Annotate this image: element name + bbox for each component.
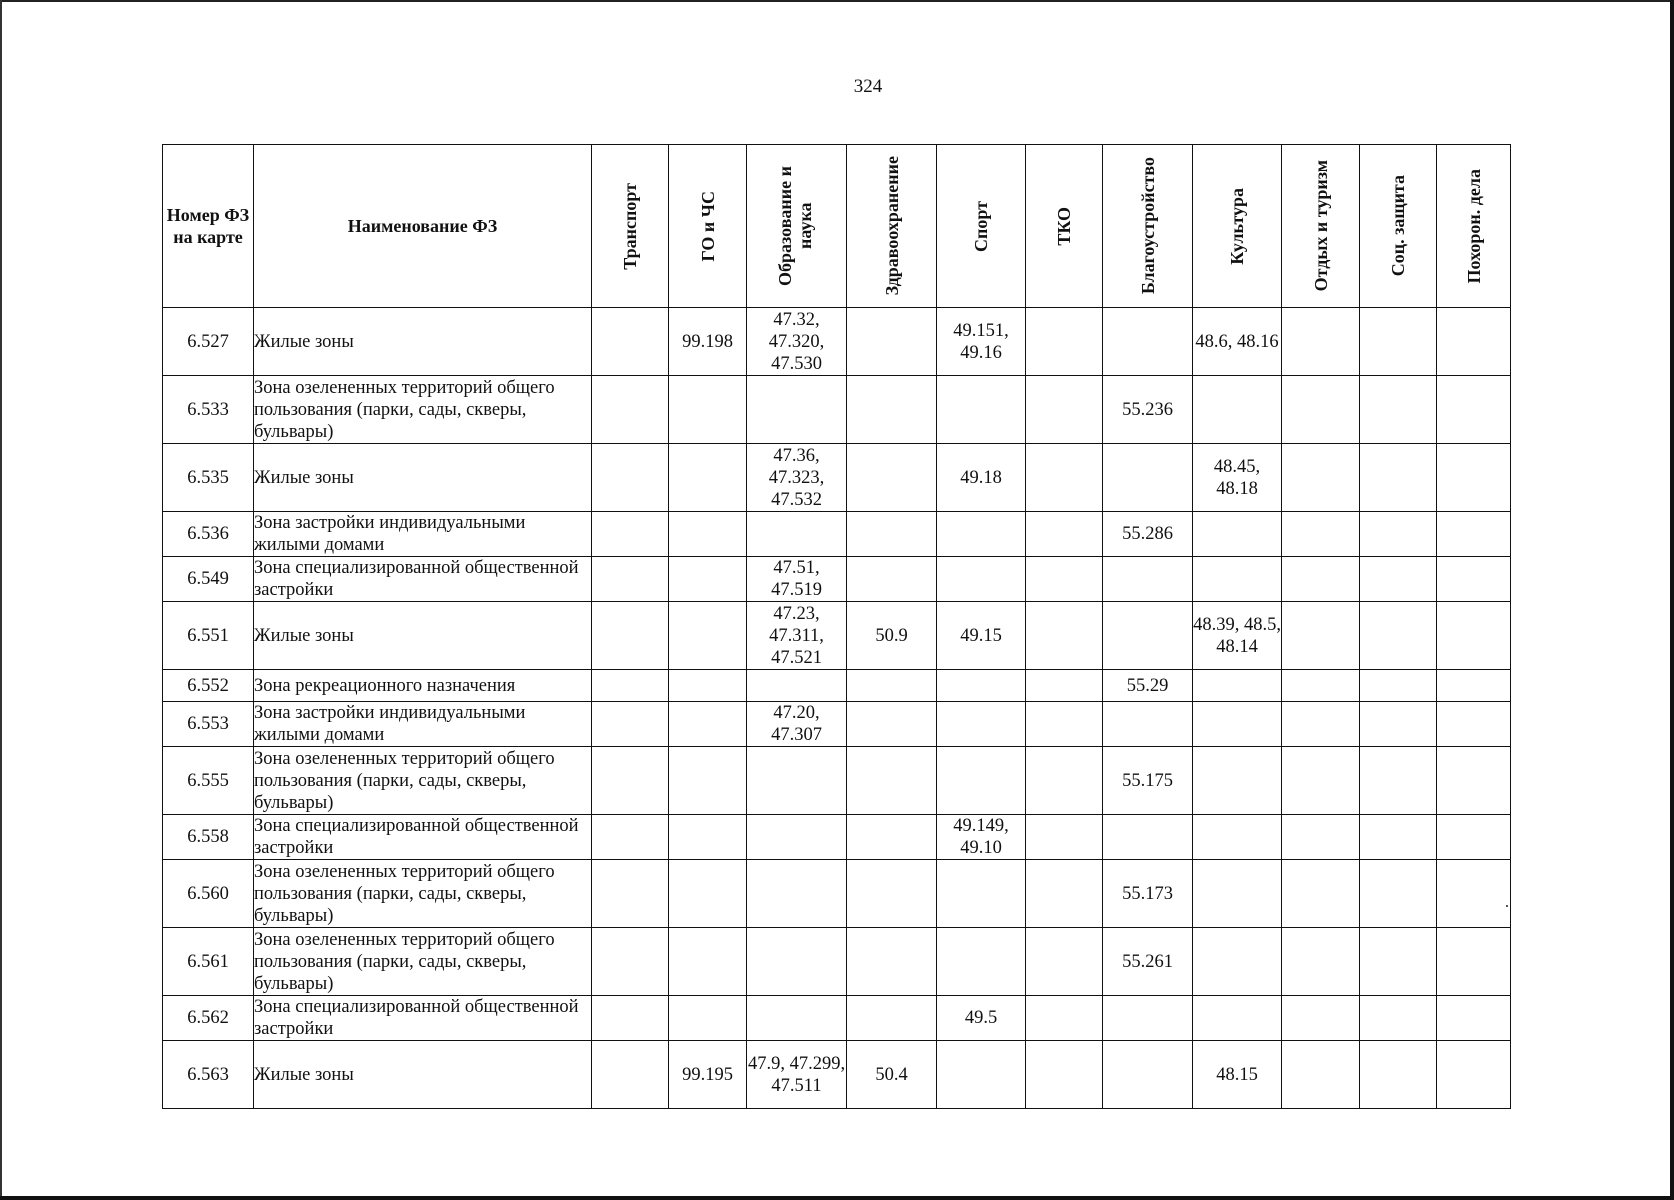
cell-category-value <box>1360 815 1437 860</box>
cell-category-value <box>1103 602 1193 670</box>
table-row <box>163 512 1511 557</box>
cell-fz-number: 6.562 <box>163 996 254 1041</box>
header-label: Здравоохранение <box>881 156 902 296</box>
header-label: Транспорт <box>620 182 640 270</box>
cell-category-value: 47.20, 47.307 <box>747 702 847 747</box>
cell-category-value <box>1360 602 1437 670</box>
cell-category-value <box>1103 1041 1193 1109</box>
cell-category-value <box>592 815 669 860</box>
cell-fz-name: Зона рекреационного назначения <box>254 670 592 702</box>
cell-category-value <box>1193 557 1282 602</box>
cell-category-value: 47.23, 47.311, 47.521 <box>747 602 847 670</box>
cell-category-value <box>1026 376 1103 444</box>
cell-fz-name: Зона специализированной общественной застройки <box>254 815 592 860</box>
cell-category-value <box>669 860 747 928</box>
cell-fz-number: 6.551 <box>163 602 254 670</box>
cell-fz-number: 6.536 <box>163 512 254 557</box>
cell-category-value <box>592 928 669 996</box>
table-row <box>163 557 1511 602</box>
cell-category-value <box>1026 308 1103 376</box>
cell-category-value <box>1437 670 1511 702</box>
header-improvement <box>1103 145 1193 308</box>
cell-fz-number: 6.552 <box>163 670 254 702</box>
table-row <box>163 1041 1511 1109</box>
cell-category-value <box>1437 376 1511 444</box>
cell-category-value <box>1282 747 1360 815</box>
cell-category-value <box>1282 308 1360 376</box>
scan-edge-bottom <box>0 1196 1674 1200</box>
cell-category-value <box>1026 928 1103 996</box>
cell-category-value <box>592 996 669 1041</box>
cell-category-value <box>847 702 937 747</box>
cell-category-value: 48.6, 48.16 <box>1193 308 1282 376</box>
header-sport <box>937 145 1026 308</box>
cell-category-value <box>669 928 747 996</box>
cell-category-value <box>592 702 669 747</box>
cell-category-value <box>1103 308 1193 376</box>
cell-fz-name: Зона озелененных территорий общего пользования (парки, сады, скверы, бульвары) <box>254 376 592 444</box>
cell-category-value <box>847 747 937 815</box>
cell-category-value <box>669 376 747 444</box>
cell-category-value <box>1026 670 1103 702</box>
table-row <box>163 928 1511 996</box>
cell-category-value: 55.29 <box>1103 670 1193 702</box>
cell-fz-number: 6.558 <box>163 815 254 860</box>
cell-category-value <box>1360 702 1437 747</box>
cell-category-value <box>1282 860 1360 928</box>
header-label: ГО и ЧС <box>697 190 718 262</box>
cell-category-value: 55.175 <box>1103 747 1193 815</box>
cell-category-value <box>669 747 747 815</box>
cell-category-value <box>592 308 669 376</box>
cell-category-value <box>1026 557 1103 602</box>
cell-category-value <box>592 747 669 815</box>
cell-category-value <box>1193 670 1282 702</box>
table-row <box>163 376 1511 444</box>
cell-category-value <box>1193 376 1282 444</box>
cell-category-value <box>592 670 669 702</box>
cell-fz-name: Жилые зоны <box>254 444 592 512</box>
cell-category-value <box>847 512 937 557</box>
cell-category-value <box>1282 670 1360 702</box>
table-row <box>163 860 1511 928</box>
cell-category-value <box>1103 557 1193 602</box>
cell-category-value: 47.9, 47.299, 47.511 <box>747 1041 847 1109</box>
cell-category-value <box>937 557 1026 602</box>
cell-fz-number: 6.535 <box>163 444 254 512</box>
cell-category-value <box>669 602 747 670</box>
cell-category-value <box>1026 512 1103 557</box>
cell-category-value: 48.39, 48.5, 48.14 <box>1193 602 1282 670</box>
header-healthcare <box>847 145 937 308</box>
cell-fz-number: 6.555 <box>163 747 254 815</box>
cell-category-value: 55.261 <box>1103 928 1193 996</box>
cell-category-value <box>669 996 747 1041</box>
cell-category-value <box>747 376 847 444</box>
cell-fz-name: Зона специализированной общественной застройки <box>254 557 592 602</box>
cell-category-value <box>669 444 747 512</box>
cell-category-value <box>1437 557 1511 602</box>
table-body <box>163 308 1511 1109</box>
cell-fz-name: Зона застройки индивидуальными жилыми домами <box>254 702 592 747</box>
cell-fz-number: 6.527 <box>163 308 254 376</box>
cell-category-value <box>1360 444 1437 512</box>
cell-category-value <box>1437 602 1511 670</box>
cell-category-value <box>847 557 937 602</box>
cell-category-value <box>937 702 1026 747</box>
cell-category-value <box>747 815 847 860</box>
scan-edge-right <box>1670 0 1674 1200</box>
cell-category-value <box>847 996 937 1041</box>
cell-category-value <box>1437 1041 1511 1109</box>
cell-category-value <box>1282 444 1360 512</box>
cell-category-value <box>1437 747 1511 815</box>
cell-fz-name: Зона озелененных территорий общего пользования (парки, сады, скверы, бульвары) <box>254 747 592 815</box>
header-label: Образование и наука <box>774 166 815 287</box>
cell-category-value <box>669 670 747 702</box>
header-name: Наименование ФЗ <box>254 145 592 308</box>
table-row <box>163 996 1511 1041</box>
cell-category-value <box>1360 670 1437 702</box>
cell-category-value <box>937 670 1026 702</box>
cell-category-value <box>1026 860 1103 928</box>
cell-category-value <box>747 747 847 815</box>
cell-category-value <box>847 444 937 512</box>
cell-fz-name: Жилые зоны <box>254 602 592 670</box>
cell-category-value <box>1193 747 1282 815</box>
cell-category-value <box>847 928 937 996</box>
scan-edge-left <box>0 0 2 1200</box>
header-social-protection <box>1360 145 1437 308</box>
cell-category-value <box>747 860 847 928</box>
cell-category-value <box>1437 444 1511 512</box>
cell-category-value <box>1026 702 1103 747</box>
cell-fz-number: 6.560 <box>163 860 254 928</box>
cell-category-value: 99.195 <box>669 1041 747 1109</box>
cell-category-value <box>747 670 847 702</box>
cell-category-value <box>669 512 747 557</box>
cell-fz-name: Жилые зоны <box>254 1041 592 1109</box>
cell-category-value <box>747 512 847 557</box>
header-label: Благоустройство <box>1137 157 1158 295</box>
cell-category-value <box>937 512 1026 557</box>
cell-category-value <box>1360 376 1437 444</box>
cell-category-value <box>669 557 747 602</box>
cell-category-value: 47.51, 47.519 <box>747 557 847 602</box>
cell-category-value <box>747 996 847 1041</box>
header-label: Спорт <box>971 200 991 252</box>
cell-category-value <box>1360 747 1437 815</box>
header-label: Похорон. дела <box>1463 168 1484 284</box>
cell-category-value <box>1360 996 1437 1041</box>
cell-category-value <box>937 860 1026 928</box>
cell-category-value <box>1026 996 1103 1041</box>
cell-category-value <box>592 444 669 512</box>
header-label: Соц. защита <box>1388 175 1408 277</box>
table-row <box>163 815 1511 860</box>
cell-category-value <box>1360 928 1437 996</box>
cell-fz-name: Зона застройки индивидуальными жилыми домами <box>254 512 592 557</box>
header-label: Культура <box>1227 187 1247 265</box>
scan-speck <box>1506 905 1508 907</box>
cell-category-value <box>937 747 1026 815</box>
cell-category-value <box>1103 815 1193 860</box>
cell-category-value <box>1193 815 1282 860</box>
cell-category-value <box>1437 860 1511 928</box>
cell-category-value <box>847 376 937 444</box>
cell-category-value <box>1193 512 1282 557</box>
cell-category-value: 55.173 <box>1103 860 1193 928</box>
cell-category-value: 50.9 <box>847 602 937 670</box>
cell-category-value <box>592 1041 669 1109</box>
header-education <box>747 145 847 308</box>
cell-category-value <box>592 376 669 444</box>
cell-category-value <box>1437 815 1511 860</box>
table-row <box>163 602 1511 670</box>
cell-category-value <box>1103 444 1193 512</box>
cell-category-value <box>1437 928 1511 996</box>
cell-category-value <box>1282 557 1360 602</box>
cell-category-value: 49.5 <box>937 996 1026 1041</box>
cell-category-value <box>747 928 847 996</box>
cell-category-value: 50.4 <box>847 1041 937 1109</box>
cell-fz-name: Зона озелененных территорий общего пользования (парки, сады, скверы, бульвары) <box>254 928 592 996</box>
cell-fz-number: 6.563 <box>163 1041 254 1109</box>
cell-fz-number: 6.549 <box>163 557 254 602</box>
cell-category-value: 49.18 <box>937 444 1026 512</box>
header-label: ТКО <box>1054 206 1074 246</box>
cell-category-value <box>1282 928 1360 996</box>
cell-category-value <box>1103 996 1193 1041</box>
cell-category-value <box>1282 1041 1360 1109</box>
cell-category-value: 49.151, 49.16 <box>937 308 1026 376</box>
header-funeral <box>1437 145 1511 308</box>
cell-category-value <box>847 815 937 860</box>
cell-category-value <box>847 308 937 376</box>
cell-fz-number: 6.561 <box>163 928 254 996</box>
cell-category-value: 49.149, 49.10 <box>937 815 1026 860</box>
cell-category-value <box>1437 512 1511 557</box>
cell-category-value <box>1360 308 1437 376</box>
cell-category-value <box>1437 308 1511 376</box>
page-number: 324 <box>853 76 883 97</box>
table-header-row <box>163 145 1511 308</box>
cell-category-value: 99.198 <box>669 308 747 376</box>
cell-category-value <box>1026 602 1103 670</box>
cell-category-value <box>937 376 1026 444</box>
table-row <box>163 308 1511 376</box>
table-row <box>163 747 1511 815</box>
header-label: Отдых и туризм <box>1310 160 1331 292</box>
cell-category-value <box>1193 928 1282 996</box>
cell-category-value <box>592 557 669 602</box>
cell-category-value <box>669 702 747 747</box>
cell-category-value <box>1437 702 1511 747</box>
cell-category-value <box>1193 702 1282 747</box>
header-culture <box>1193 145 1282 308</box>
cell-category-value <box>1026 815 1103 860</box>
cell-category-value <box>847 670 937 702</box>
header-tko <box>1026 145 1103 308</box>
cell-category-value <box>1282 376 1360 444</box>
scan-edge-top <box>0 0 1674 2</box>
cell-category-value <box>592 512 669 557</box>
cell-category-value <box>1282 996 1360 1041</box>
cell-category-value <box>592 860 669 928</box>
cell-category-value: 49.15 <box>937 602 1026 670</box>
header-go-chs <box>669 145 747 308</box>
cell-category-value <box>937 1041 1026 1109</box>
cell-category-value: 55.286 <box>1103 512 1193 557</box>
cell-category-value: 48.45, 48.18 <box>1193 444 1282 512</box>
cell-category-value <box>1360 1041 1437 1109</box>
cell-category-value <box>1360 860 1437 928</box>
table-row <box>163 444 1511 512</box>
cell-category-value <box>1026 747 1103 815</box>
cell-category-value <box>847 860 937 928</box>
cell-fz-name: Жилые зоны <box>254 308 592 376</box>
cell-category-value <box>937 928 1026 996</box>
cell-category-value <box>1437 996 1511 1041</box>
table-row <box>163 670 1511 702</box>
cell-fz-number: 6.533 <box>163 376 254 444</box>
cell-fz-name: Зона специализированной общественной застройки <box>254 996 592 1041</box>
cell-category-value: 47.32, 47.320, 47.530 <box>747 308 847 376</box>
cell-category-value <box>1282 602 1360 670</box>
cell-category-value <box>1193 860 1282 928</box>
cell-category-value <box>669 815 747 860</box>
cell-category-value: 48.15 <box>1193 1041 1282 1109</box>
table-row <box>163 702 1511 747</box>
cell-fz-name: Зона озелененных территорий общего пользования (парки, сады, скверы, бульвары) <box>254 860 592 928</box>
cell-category-value <box>1103 702 1193 747</box>
header-recreation-tourism <box>1282 145 1360 308</box>
cell-category-value <box>1026 1041 1103 1109</box>
cell-category-value <box>1360 512 1437 557</box>
header-transport <box>592 145 669 308</box>
cell-category-value <box>1026 444 1103 512</box>
cell-fz-number: 6.553 <box>163 702 254 747</box>
cell-category-value <box>1282 702 1360 747</box>
cell-category-value <box>1360 557 1437 602</box>
fz-table <box>162 144 1511 1109</box>
header-number: Номер ФЗ на карте <box>163 145 254 308</box>
cell-category-value <box>1282 512 1360 557</box>
cell-category-value: 55.236 <box>1103 376 1193 444</box>
cell-category-value <box>1193 996 1282 1041</box>
cell-category-value: 47.36, 47.323, 47.532 <box>747 444 847 512</box>
cell-category-value <box>1282 815 1360 860</box>
cell-category-value <box>592 602 669 670</box>
